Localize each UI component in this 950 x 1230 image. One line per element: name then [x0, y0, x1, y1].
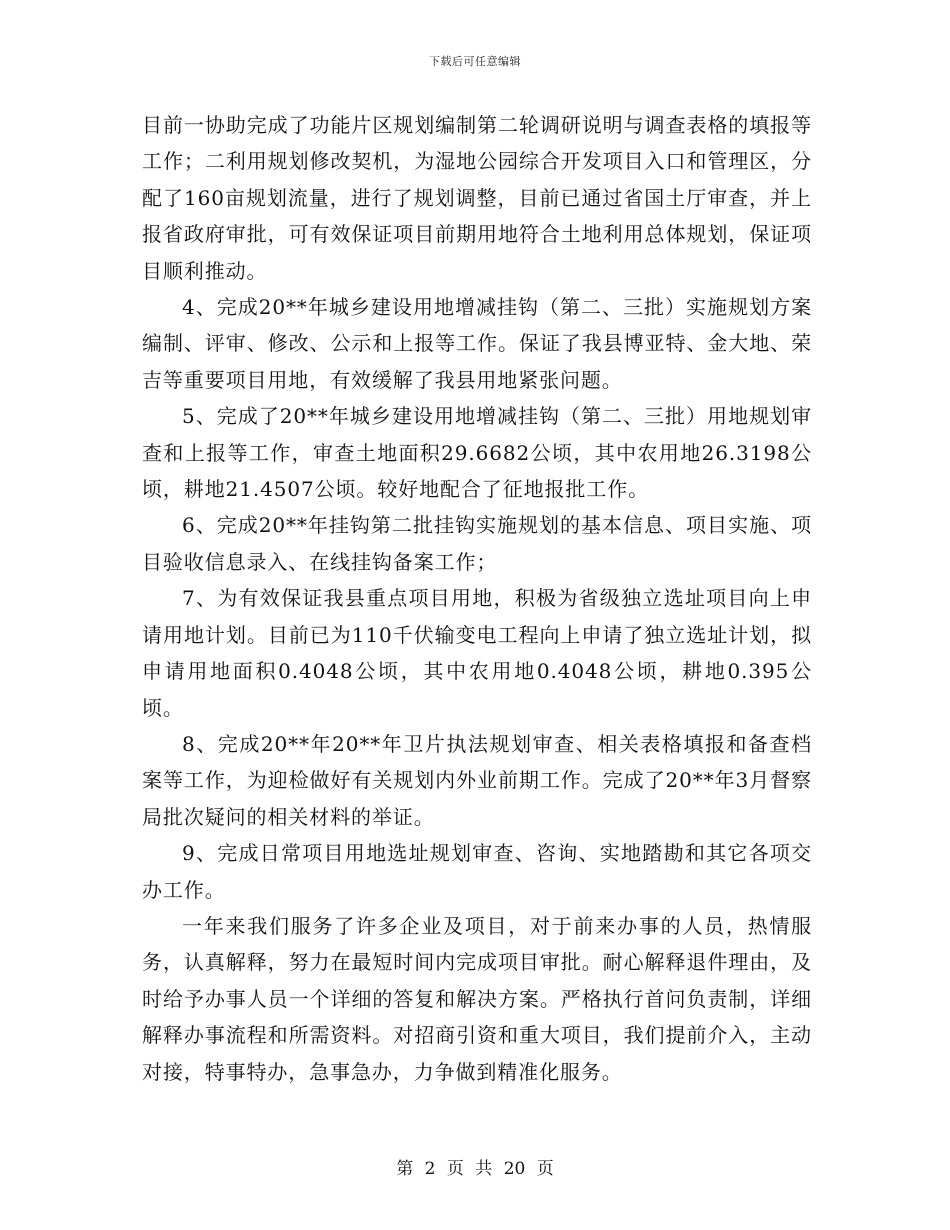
paragraph-continuation: 目前一协助完成了功能片区规划编制第二轮调研说明与调查表格的填报等工作；二利用规划修改契机，为湿地公园综合开发项目入口和管理区，分配了160亩规划流量，进行了规划调整，目前已通过省国土厅审查，并上报省政府审批，可有效保证项目前期用地符合土地利用总体规划，保证项目顺利推动。 [142, 113, 812, 283]
paragraph-item-6: 6、完成20**年挂钩第二批挂钩实施规划的基本信息、项目实施、项目验收信息录入、在线挂钩备案工作； [142, 513, 812, 574]
paragraph-item-9: 9、完成日常项目用地选址规划审查、咨询、实地踏勘和其它各项交办工作。 [142, 841, 812, 902]
paragraph-item-5: 5、完成了20**年城乡建设用地增减挂钩（第二、三批）用地规划审查和上报等工作，审查土地面积29.6682公顷，其中农用地26.3198公顷，耕地21.4507公顷。较好地配合了征地报批工作。 [142, 404, 812, 502]
page-header-note: 下载后可任意编辑 [429, 55, 521, 68]
paragraph-service-summary: 一年来我们服务了许多企业及项目，对于前来办事的人员，热情服务，认真解释，努力在最短时间内完成项目审批。耐心解释退件理由，及时给予办事人员一个详细的答复和解决方案。严格执行首问负责制，详细解释办事流程和所需资料。对招商引资和重大项目，我们提前介入，主动对接，特事特办，急事急办，力争做到精准化服务。 [142, 913, 812, 1084]
paragraph-item-4: 4、完成20**年城乡建设用地增减挂钩（第二、三批）实施规划方案编制、评审、修改、公示和上报等工作。保证了我县博亚特、金大地、荣吉等重要项目用地，有效缓解了我县用地紧张问题。 [142, 295, 812, 392]
paragraph-item-8: 8、完成20**年20**年卫片执法规划审查、相关表格填报和备查档案等工作，为迎检做好有关规划内外业前期工作。完成了20**年3月督察局批次疑问的相关材料的举证。 [142, 731, 812, 829]
document-body [142, 107, 812, 1090]
paragraph-item-7: 7、为有效保证我县重点项目用地，积极为省级独立选址项目向上申请用地计划。目前已为110千伏输变电工程向上申请了独立选址计划，拟申请用地面积0.4048公顷，其中农用地0.4048公顷，耕地0.395公顷。 [142, 586, 812, 720]
page-number-footer: 第 2 页 共 20 页 [396, 1159, 554, 1179]
